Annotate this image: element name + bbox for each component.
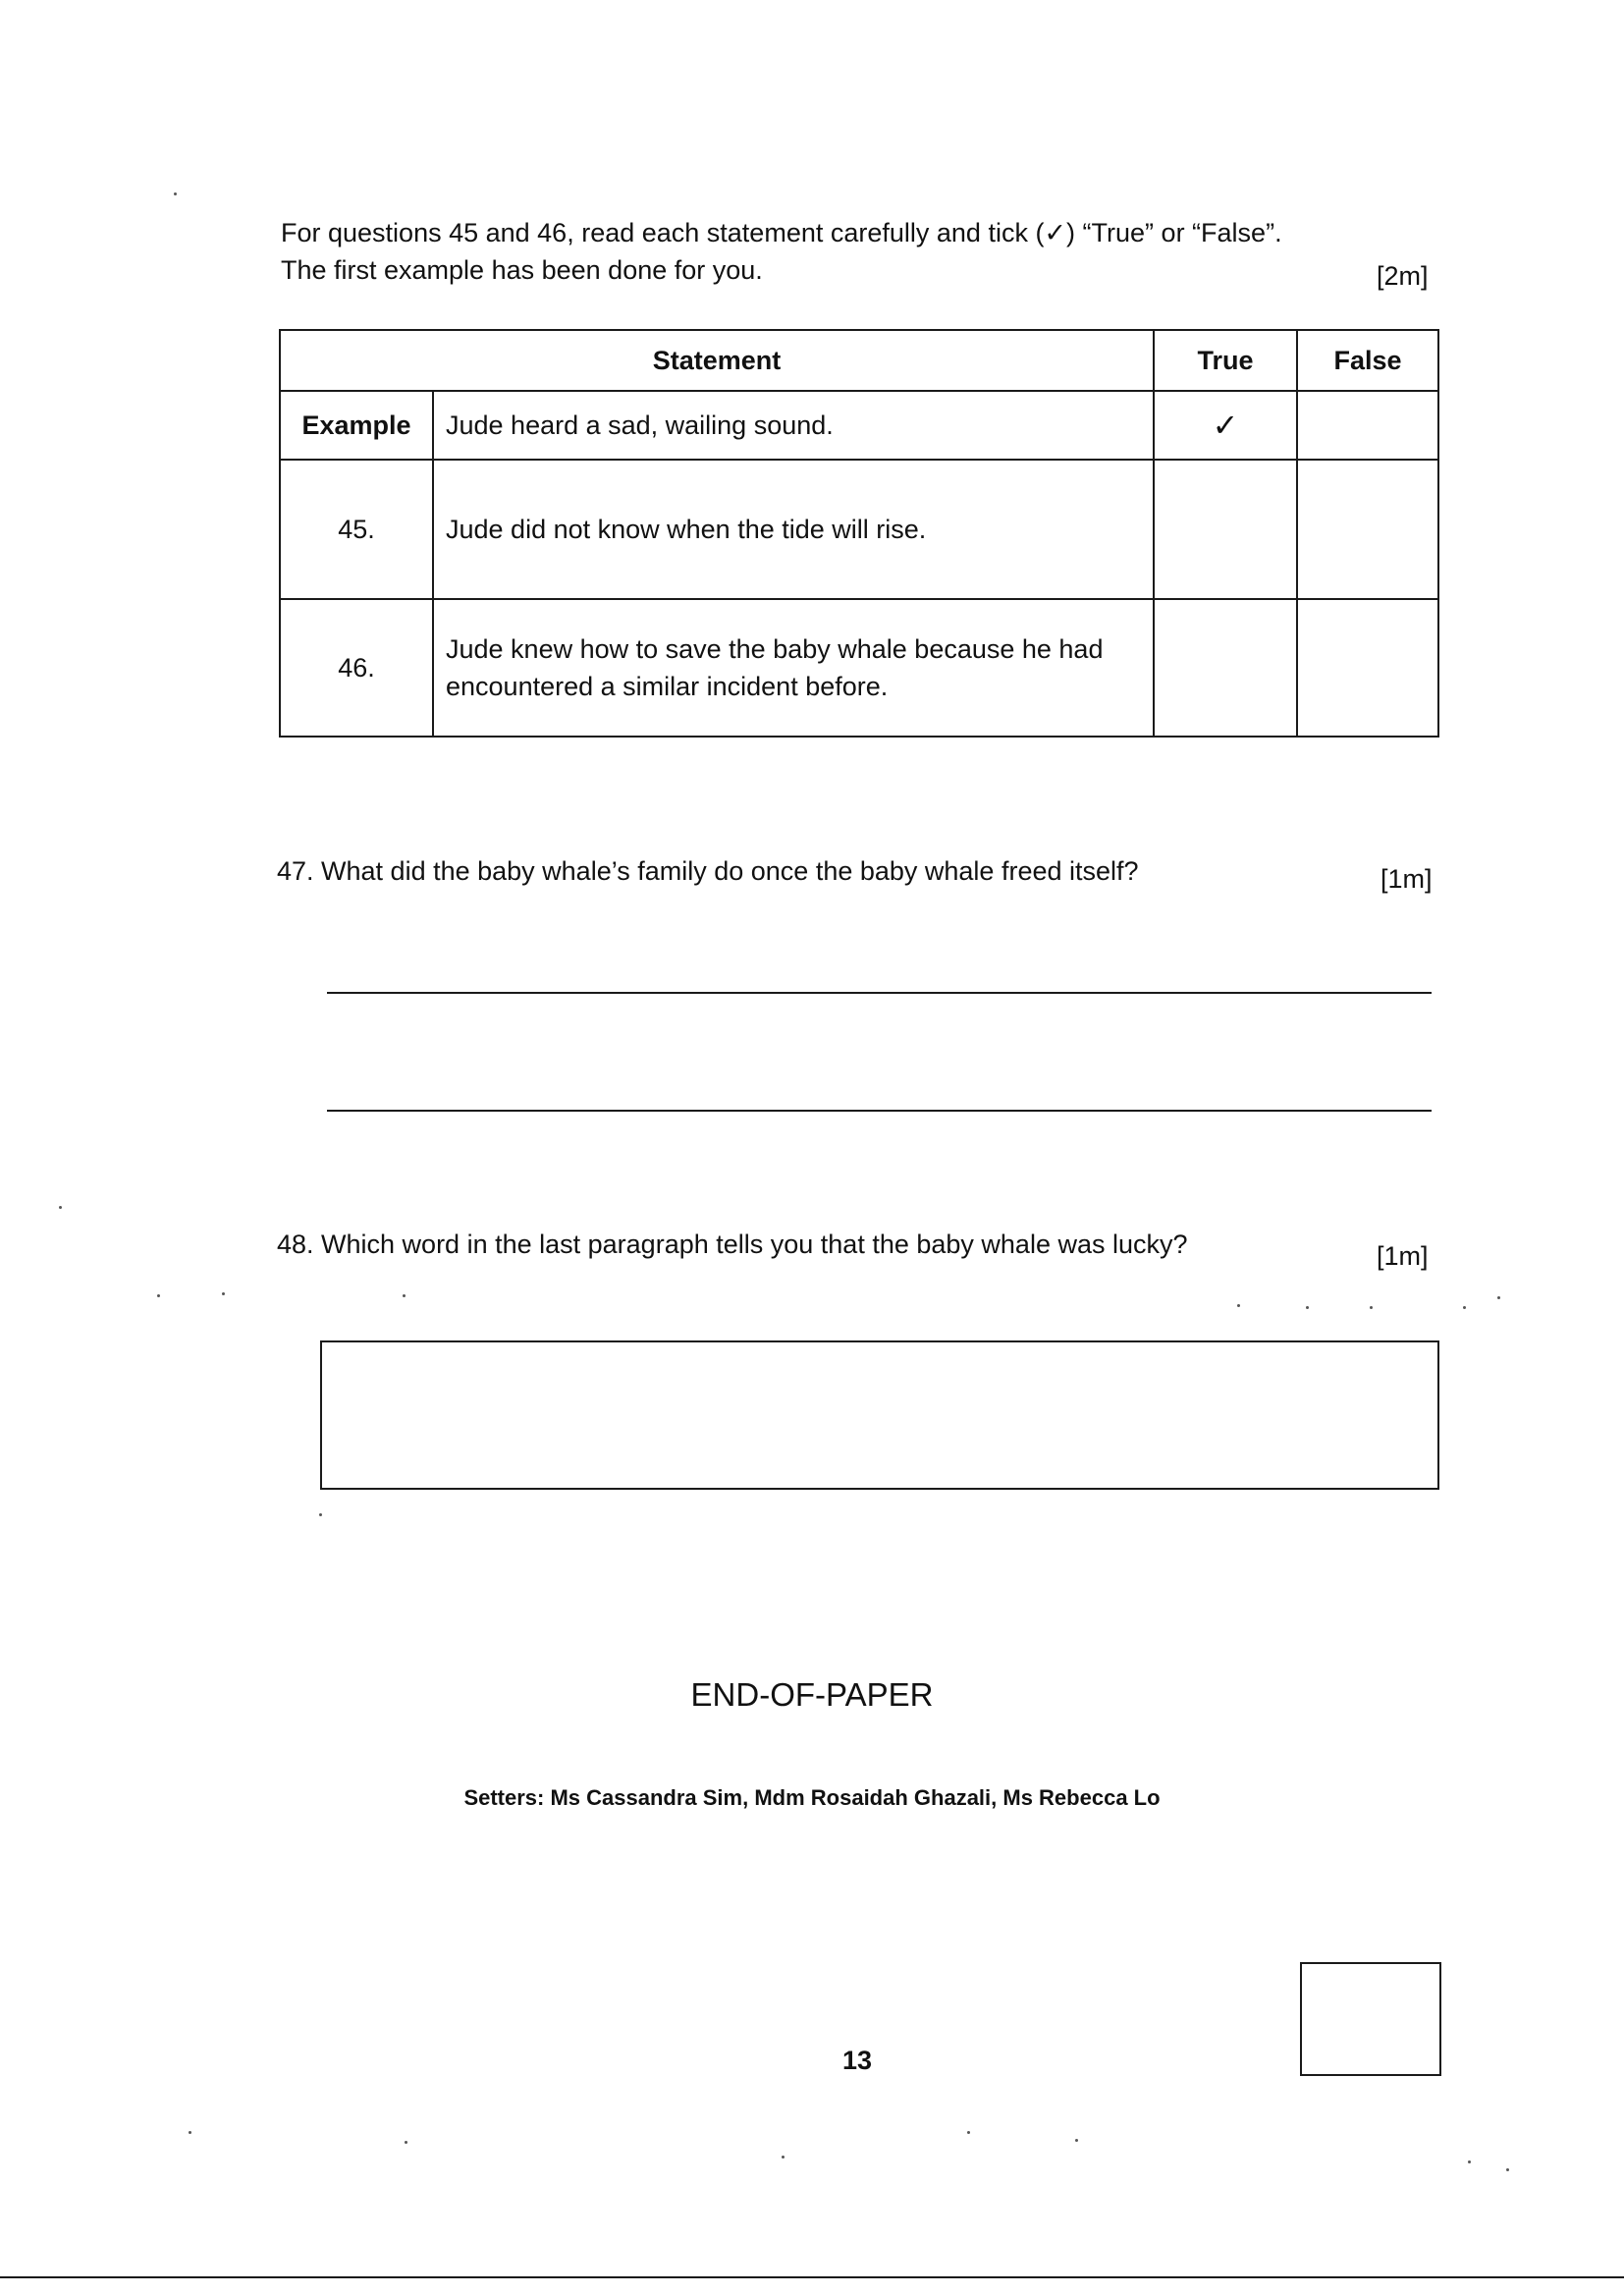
question-47-marks: [1m] [1380,864,1433,894]
scan-speck [222,1292,225,1295]
score-box [1300,1962,1441,2076]
page-number: 13 [842,2046,873,2075]
scan-speck [403,1294,406,1297]
scan-speck [1463,1306,1466,1309]
row-label: Example [280,391,433,460]
true-tick-cell[interactable] [1154,460,1297,599]
statement-header: Statement [280,330,1154,391]
scan-speck [967,2131,970,2134]
scan-speck [174,192,177,195]
scan-speck [1237,1304,1240,1307]
question-48-marks: [1m] [1377,1241,1429,1271]
scan-speck [157,1294,160,1297]
answer-line-2[interactable] [327,1110,1432,1112]
statement-text: Jude heard a sad, wailing sound. [433,391,1154,460]
end-of-paper: END-OF-PAPER [690,1676,934,1713]
scan-speck [782,2156,785,2159]
scan-speck [1497,1296,1500,1299]
instructions-line-2: The first example has been done for you. [281,255,763,285]
statement-text: Jude knew how to save the baby whale because he had encountered a similar incident before. [433,599,1154,737]
scan-speck [189,2131,191,2134]
scan-speck [1306,1306,1309,1309]
instructions-marks: [2m] [1377,261,1429,291]
scan-speck [1506,2168,1509,2171]
statement-text: Jude did not know when the tide will rise. [433,460,1154,599]
table-row-example [280,391,1438,460]
scan-speck [1468,2160,1471,2163]
row-label: 46. [280,599,433,737]
answer-box-48[interactable] [320,1340,1439,1490]
false-tick-cell[interactable] [1297,599,1438,737]
true-tick-cell[interactable] [1154,599,1297,737]
false-tick-cell[interactable] [1297,460,1438,599]
setters-credit: Setters: Ms Cassandra Sim, Mdm Rosaidah Ghazali, Ms Rebecca Lo [463,1785,1161,1810]
true-header: True [1154,330,1297,391]
scan-speck [1075,2139,1078,2142]
table-row-45 [280,460,1438,599]
false-header: False [1297,330,1438,391]
answer-line-1[interactable] [327,992,1432,994]
false-tick-cell [1297,391,1438,460]
true-tick-cell: ✓ [1154,391,1297,460]
instructions-line-1: For questions 45 and 46, read each statement carefully and tick (✓) “True” or “False”. [281,218,1282,247]
table-header-row [280,330,1438,391]
scan-speck [1370,1306,1373,1309]
question-47: 47. What did the baby whale’s family do once the baby whale freed itself? [277,856,1139,886]
scan-speck [59,1206,62,1209]
question-48: 48. Which word in the last paragraph tells you that the baby whale was lucky? [277,1230,1188,1259]
table-row-46 [280,599,1438,737]
scan-speck [405,2141,407,2144]
page-bottom-rule [0,2276,1624,2278]
true-false-table [279,329,1439,738]
row-label: 45. [280,460,433,599]
scan-speck [319,1513,322,1516]
